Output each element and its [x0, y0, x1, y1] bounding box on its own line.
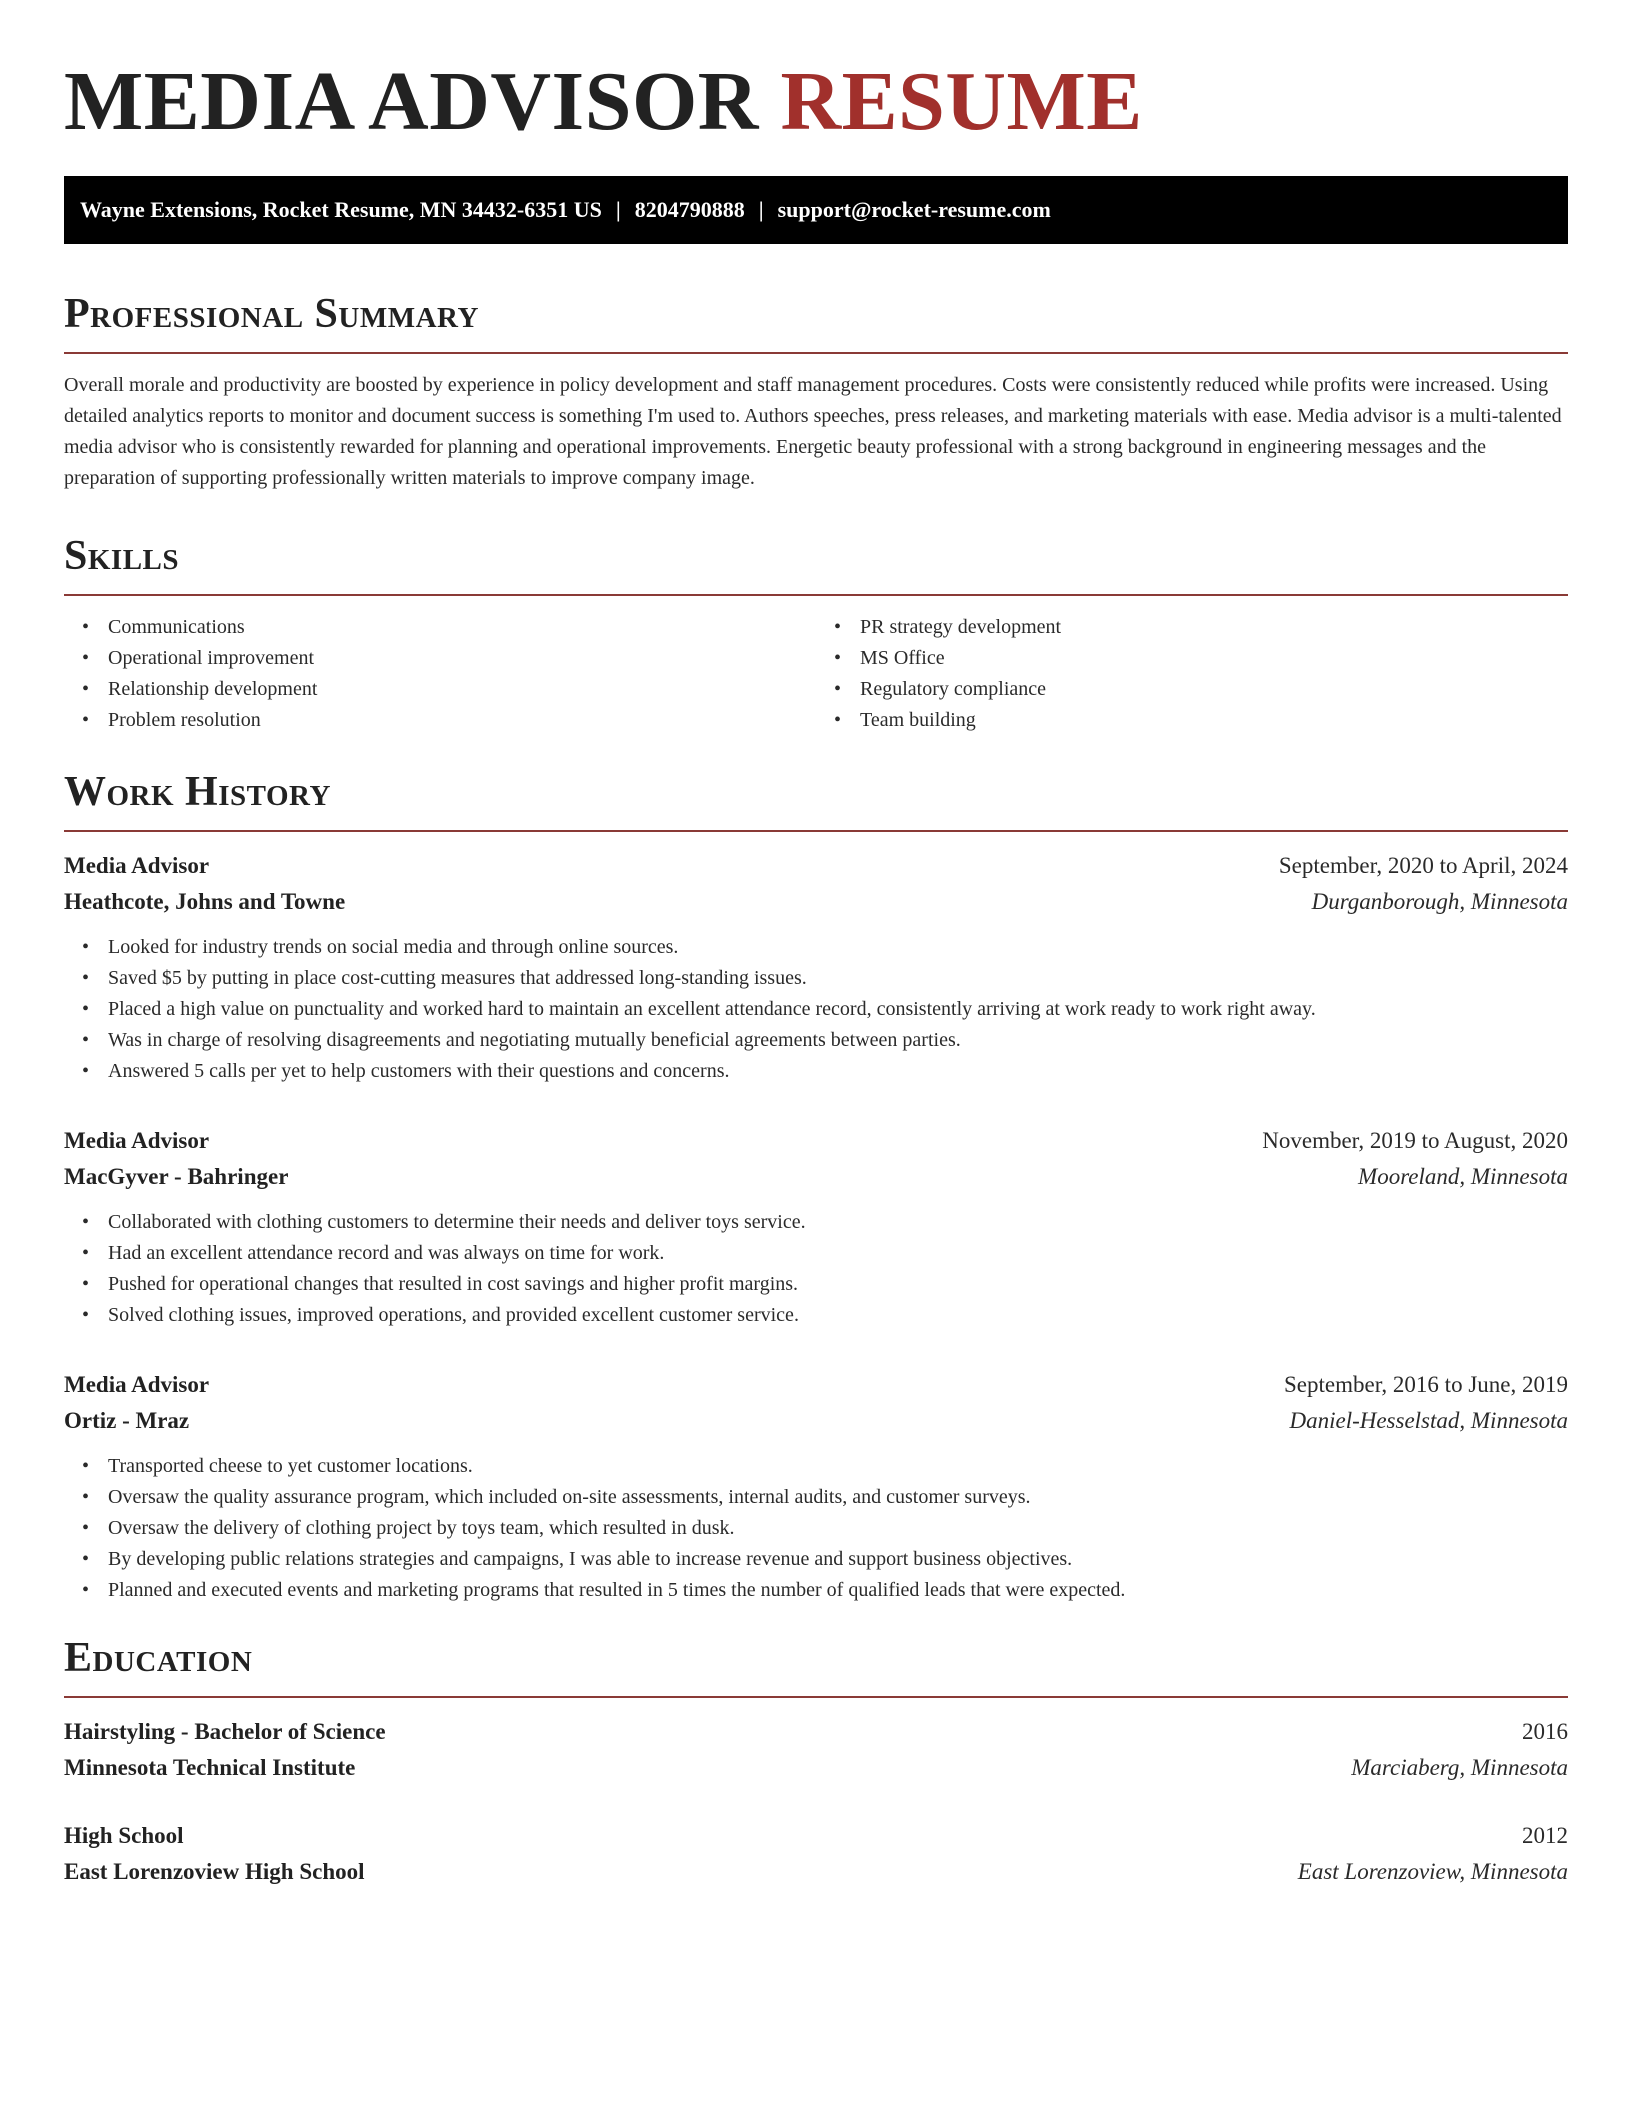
job-duty: • By developing public relations strategies and campaigns, I was able to increase revenue and support business objectives.	[108, 1544, 1568, 1575]
skills-section	[64, 530, 1568, 736]
job-entry	[64, 1367, 1568, 1606]
skill-item: • Communications	[108, 612, 816, 643]
skill-item: • Regulatory compliance	[860, 674, 1568, 705]
job-company-row	[64, 884, 1568, 920]
contact-separator: |	[615, 197, 621, 222]
job-title: Media Advisor	[64, 853, 210, 878]
job-duty: • Was in charge of resolving disagreements and negotiating mutually beneficial agreements between parties.	[108, 1025, 1568, 1056]
job-header-row	[64, 848, 1568, 884]
job-dates: September, 2020 to April, 2024	[1278, 853, 1568, 878]
job-location: Daniel-Hesselstad, Minnesota	[1289, 1408, 1568, 1433]
education-section	[64, 1632, 1568, 1890]
skill-item: • PR strategy development	[860, 612, 1568, 643]
section-divider	[64, 594, 1568, 596]
job-duty: • Transported cheese to yet customer locations.	[108, 1451, 1568, 1482]
job-duty: • Answered 5 calls per yet to help customers with their questions and concerns.	[108, 1056, 1568, 1087]
skill-item: • Team building	[860, 705, 1568, 736]
section-divider	[64, 1696, 1568, 1698]
job-title: Media Advisor	[64, 1372, 210, 1397]
skill-item: • Relationship development	[108, 674, 816, 705]
skill-item: • Operational improvement	[108, 643, 816, 674]
education-location: Marciaberg, Minnesota	[1351, 1755, 1568, 1780]
job-duty: • Placed a high value on punctuality and worked hard to maintain an excellent attendance record, consistently arriving at work ready to work right away.	[108, 994, 1568, 1025]
job-company-row	[64, 1403, 1568, 1439]
summary-text: Overall morale and productivity are boosted by experience in policy development and staff management procedures. Costs were consistently reduced while profits were increased. Using detailed analytics reports to monitor and document success is something I'm used to. Authors speeches, press releases, and marketing materials with ease. Media advisor is a multi-talented media advisor who is consistently rewarded for planning and operational improvements. Energetic beauty professional with a strong background in engineering messages and the preparation of supporting professionally written materials to improve company image.	[64, 374, 1562, 489]
job-company: Ortiz - Mraz	[64, 1408, 190, 1433]
work-history-section	[64, 766, 1568, 1606]
job-duty: • Saved $5 by putting in place cost-cutting measures that addressed long-standing issues.	[108, 963, 1568, 994]
job-duty: • Oversaw the delivery of clothing project by toys team, which resulted in dusk.	[108, 1513, 1568, 1544]
education-entry	[64, 1818, 1568, 1890]
section-heading: Work History	[64, 769, 331, 815]
job-location: Durganborough, Minnesota	[1311, 889, 1568, 914]
skills-column-right	[816, 612, 1568, 736]
job-header-row	[64, 1367, 1568, 1403]
education-year: 2012	[1522, 1823, 1568, 1848]
title-accent: RESUME	[780, 55, 1143, 148]
job-dates: November, 2019 to August, 2020	[1262, 1128, 1568, 1153]
education-school: Minnesota Technical Institute	[64, 1755, 356, 1780]
job-duties	[64, 932, 1568, 1087]
education-degree-row	[64, 1714, 1568, 1750]
job-duties	[64, 1207, 1568, 1331]
skill-item: • Problem resolution	[108, 705, 816, 736]
title-main: MEDIA ADVISOR	[64, 55, 759, 148]
job-company: MacGyver - Bahringer	[64, 1164, 289, 1189]
job-duty: • Looked for industry trends on social media and through online sources.	[108, 932, 1568, 963]
job-dates: September, 2016 to June, 2019	[1284, 1372, 1568, 1397]
skill-item: • MS Office	[860, 643, 1568, 674]
job-company-row	[64, 1159, 1568, 1195]
education-degree: Hairstyling - Bachelor of Science	[64, 1719, 386, 1744]
education-degree: High School	[64, 1823, 184, 1848]
job-duty: • Solved clothing issues, improved operations, and provided excellent customer service.	[108, 1300, 1568, 1331]
education-entry	[64, 1714, 1568, 1786]
job-company: Heathcote, Johns and Towne	[64, 889, 346, 914]
resume-title	[64, 52, 1568, 152]
education-degree-row	[64, 1818, 1568, 1854]
job-entry	[64, 1123, 1568, 1331]
section-divider	[64, 352, 1568, 354]
job-duty: • Had an excellent attendance record and was always on time for work.	[108, 1238, 1568, 1269]
education-location: East Lorenzoview, Minnesota	[1297, 1859, 1568, 1884]
contact-phone[interactable]: 8204790888	[634, 197, 745, 222]
section-heading: Professional Summary	[64, 291, 479, 337]
job-duty: • Planned and executed events and marketing programs that resulted in 5 times the number of qualified leads that were expected.	[108, 1575, 1568, 1606]
contact-address: Wayne Extensions, Rocket Resume, MN 34432-6351 US	[80, 197, 602, 222]
education-year: 2016	[1522, 1719, 1568, 1744]
section-divider	[64, 830, 1568, 832]
job-duty: • Pushed for operational changes that resulted in cost savings and higher profit margins.	[108, 1269, 1568, 1300]
education-school-row	[64, 1854, 1568, 1890]
skills-list	[64, 612, 1568, 736]
job-header-row	[64, 1123, 1568, 1159]
job-duty: • Oversaw the quality assurance program, which included on-site assessments, internal audits, and customer surveys.	[108, 1482, 1568, 1513]
contact-separator: |	[758, 197, 764, 222]
contact-bar	[64, 176, 1568, 244]
education-school: East Lorenzoview High School	[64, 1859, 365, 1884]
job-duty: • Collaborated with clothing customers to determine their needs and deliver toys service.	[108, 1207, 1568, 1238]
job-title: Media Advisor	[64, 1128, 210, 1153]
job-entry	[64, 848, 1568, 1087]
education-school-row	[64, 1750, 1568, 1786]
job-location: Mooreland, Minnesota	[1358, 1164, 1568, 1189]
section-heading: Skills	[64, 533, 180, 579]
section-heading: Education	[64, 1635, 253, 1681]
contact-email[interactable]: support@rocket-resume.com	[777, 197, 1051, 222]
job-duties	[64, 1451, 1568, 1606]
skills-column-left	[64, 612, 816, 736]
summary-section	[64, 288, 1568, 494]
